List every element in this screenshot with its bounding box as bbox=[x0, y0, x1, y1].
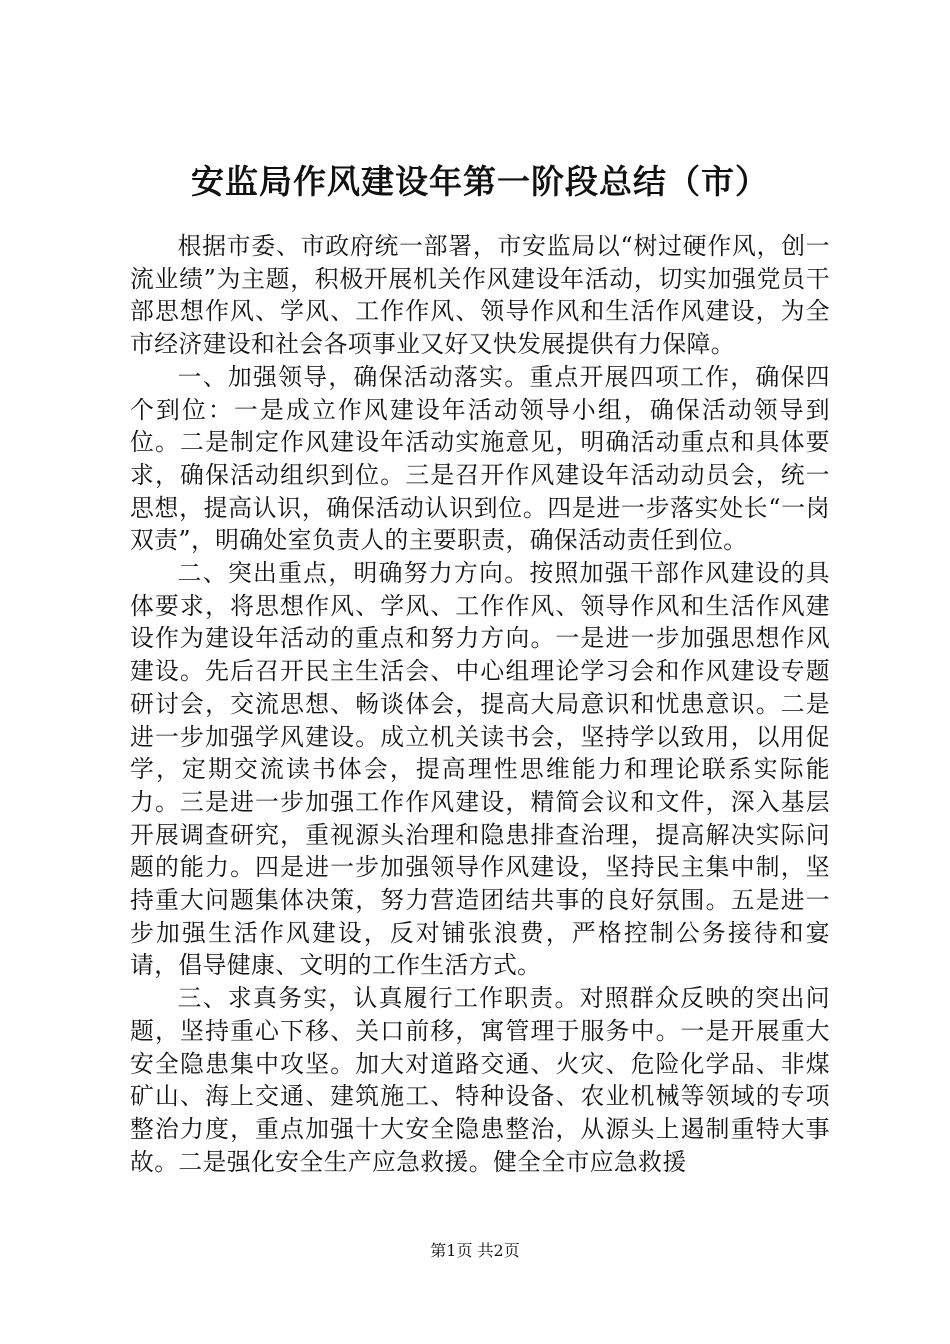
page-number: 第1页 共2页 bbox=[430, 1241, 520, 1260]
document-body bbox=[130, 230, 830, 1178]
paragraph-intro: 根据市委、市政府统一部署，市安监局以“树过硬作风，创一流业绩”为主题，积极开展机关作风建设年活动，切实加强党员干部思想作风、学风、工作作风、领导作风和生活作风建设，为全市经济建设和社会各项事业又好又快发展提供有力保障。 bbox=[130, 232, 830, 359]
document-title: 安监局作风建设年第一阶段总结（市） bbox=[191, 162, 769, 201]
paragraph-section-2: 二、突出重点，明确努力方向。按照加强干部作风建设的具体要求，将思想作风、学风、工作作风、领导作风和生活作风建设作为建设年活动的重点和努力方向。一是进一步加强思想作风建设。先后召开民主生活会、中心组理论学习会和作风建设专题研讨会，交流思想、畅谈体会，提高大局意识和忧患意识。二是进一步加强学风建设。成立机关读书会，坚持学以致用，以用促学，定期交流读书体会，提高理性思维能力和理论联系实际能力。三是进一步加强工作作风建设，精简会议和文件，深入基层开展调查研究，重视源头治理和隐患排查治理，提高解决实际问题的能力。四是进一步加强领导作风建设，坚持民主集中制，坚持重大问题集体决策，努力营造团结共事的良好氛围。五是进一步加强生活作风建设，反对铺张浪费，严格控制公务接待和宴请，倡导健康、文明的工作生活方式。 bbox=[130, 559, 830, 980]
paragraph-section-3: 三、求真务实，认真履行工作职责。对照群众反映的突出问题，坚持重心下移、关口前移，寓管理于服务中。一是开展重大安全隐患集中攻坚。加大对道路交通、火灾、危险化学品、非煤矿山、海上交通、建筑施工、特种设备、农业机械等领域的专项整治力度，重点加强十大安全隐患整治，从源头上遏制重特大事故。二是强化安全生产应急救援。健全全市应急救援 bbox=[130, 984, 830, 1176]
paragraph-section-1: 一、加强领导，确保活动落实。重点开展四项工作，确保四个到位：一是成立作风建设年活动领导小组，确保活动领导到位。二是制定作风建设年活动实施意见，明确活动重点和具体要求，确保活动组织到位。三是召开作风建设年活动动员会，统一思想，提高认识，确保活动认识到位。四是进一步落实处长“一岗双责”，明确处室负责人的主要职责，确保活动责任到位。 bbox=[130, 362, 830, 555]
